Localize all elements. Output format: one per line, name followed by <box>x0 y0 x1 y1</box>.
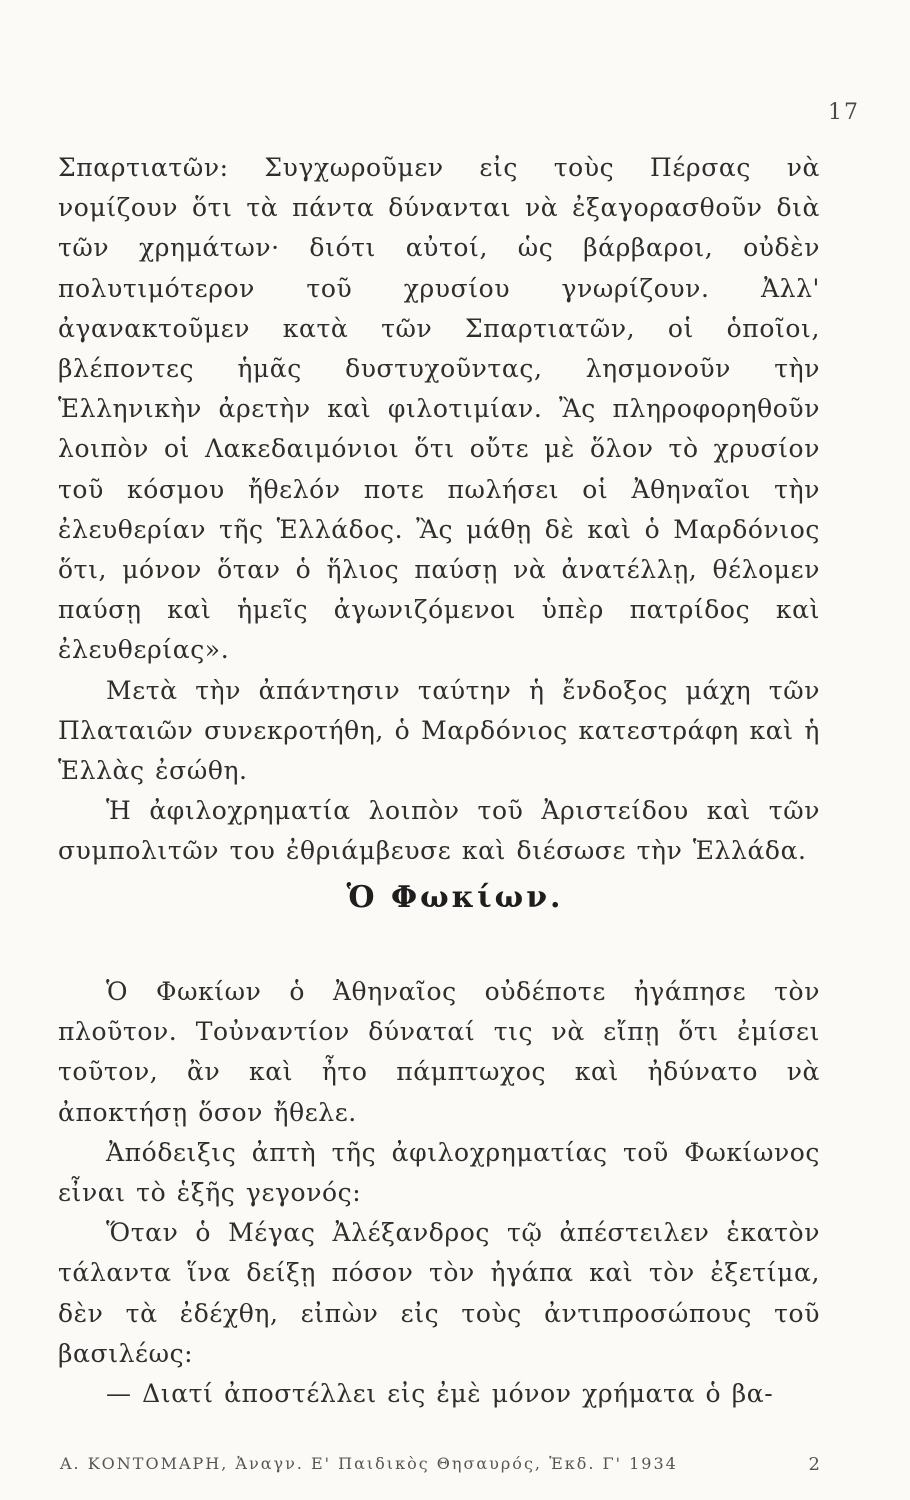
page-number: 17 <box>828 100 860 125</box>
text-block-bottom <box>58 972 820 1414</box>
paragraph-aristides-conclusion: Ἡ ἀφιλοχρηματία λοιπὸν τοῦ Ἀριστείδου καὶ τῶν συμπολιτῶν του ἐθριάμβευσε καὶ διέσωσε τὴν Ἑλλάδα. <box>58 796 820 866</box>
paragraph-phocion-intro: Ὁ Φωκίων ὁ Ἀθηναῖος οὐδέποτε ἠγάπησε τὸν πλοῦτον. Τοὐναντίον δύναταί τις νὰ εἴπῃ ὅτι ἐμίσει τοῦτον, ἂν καὶ ἦτο πάμπτωχος καὶ ἠδύνατο νὰ ἀποκτήσῃ ὅσον ἤθελε. <box>58 977 820 1127</box>
paragraph-dialogue-line: — Διατί ἀποστέλλει εἰς ἐμὲ μόνον χρήματα ὁ βα- <box>106 1379 774 1409</box>
paragraph-spartan-reply: Σπαρτιατῶν: Συγχωροῦμεν εἰς τοὺς Πέρσας νὰ νομίζουν ὅτι τὰ πάντα δύνανται νὰ ἐξαγορασθοῦν διὰ τῶν χρημάτων· διότι αὐτοί, ὡς βάρβαροι, οὐδὲν πολυτιμότερον τοῦ χρυσίου γνωρίζουν. Ἀλλ' ἀγανακτοῦμεν κατὰ τῶν Σπαρτιατῶν, οἱ ὁποῖοι, βλέποντες ἡμᾶς δυστυχοῦντας, λησμονοῦν τὴν Ἑλληνικὴν ἀρετὴν καὶ φιλοτιμίαν. Ἂς πληροφορηθοῦν λοιπὸν οἱ Λακεδαιμόνιοι ὅτι οὔτε μὲ ὅλον τὸ χρυσίον τοῦ κόσμου ἤθελόν ποτε πωλήσει οἱ Ἀθηναῖοι τὴν ἐλευθερίαν τῆς Ἑλλάδος. Ἂς μάθῃ δὲ καὶ ὁ Μαρδόνιος ὅτι, μόνον ὅταν ὁ ἥλιος παύσῃ νὰ ἀνατέλλῃ, θέλομεν παύσῃ καὶ ἡμεῖς ἀγωνιζόμενοι ὑπὲρ πατρίδος καὶ ἐλευθερίας». <box>58 153 820 665</box>
paragraph-plataea: Μετὰ τὴν ἀπάντησιν ταύτην ἡ ἔνδοξος μάχη τῶν Πλαταιῶν συνεκροτήθη, ὁ Μαρδόνιος κατεστράφη καὶ ἡ Ἑλλὰς ἐσώθη. <box>58 675 820 786</box>
paragraph-proof: Ἀπόδειξις ἀπτὴ τῆς ἀφιλοχρηματίας τοῦ Φωκίωνος εἶναι τὸ ἑξῆς γεγονός: <box>58 1137 820 1208</box>
footer-publication-info: Α. ΚΟΝΤΟΜΑΡΗ, Ἀναγν. Ε' Παιδικὸς Θησαυρός, Ἐκδ. Γ' 1934 <box>60 1454 678 1473</box>
text-block-top <box>58 148 820 872</box>
page-footer <box>60 1454 822 1480</box>
footer-signature-mark: 2 <box>808 1454 822 1475</box>
paragraph-alexander-gift: Ὅταν ὁ Μέγας Ἀλέξανδρος τῷ ἀπέστειλεν ἑκατὸν τάλαντα ἵνα δείξῃ πόσον τὸν ἠγάπα καὶ τὸν ἐξετίμα, δὲν τὰ ἐδέχθη, εἰπὼν εἰς τοὺς ἀντιπροσώπους τοῦ βασιλέως: <box>58 1218 820 1368</box>
section-title: Ὁ Φωκίων. <box>346 880 564 915</box>
